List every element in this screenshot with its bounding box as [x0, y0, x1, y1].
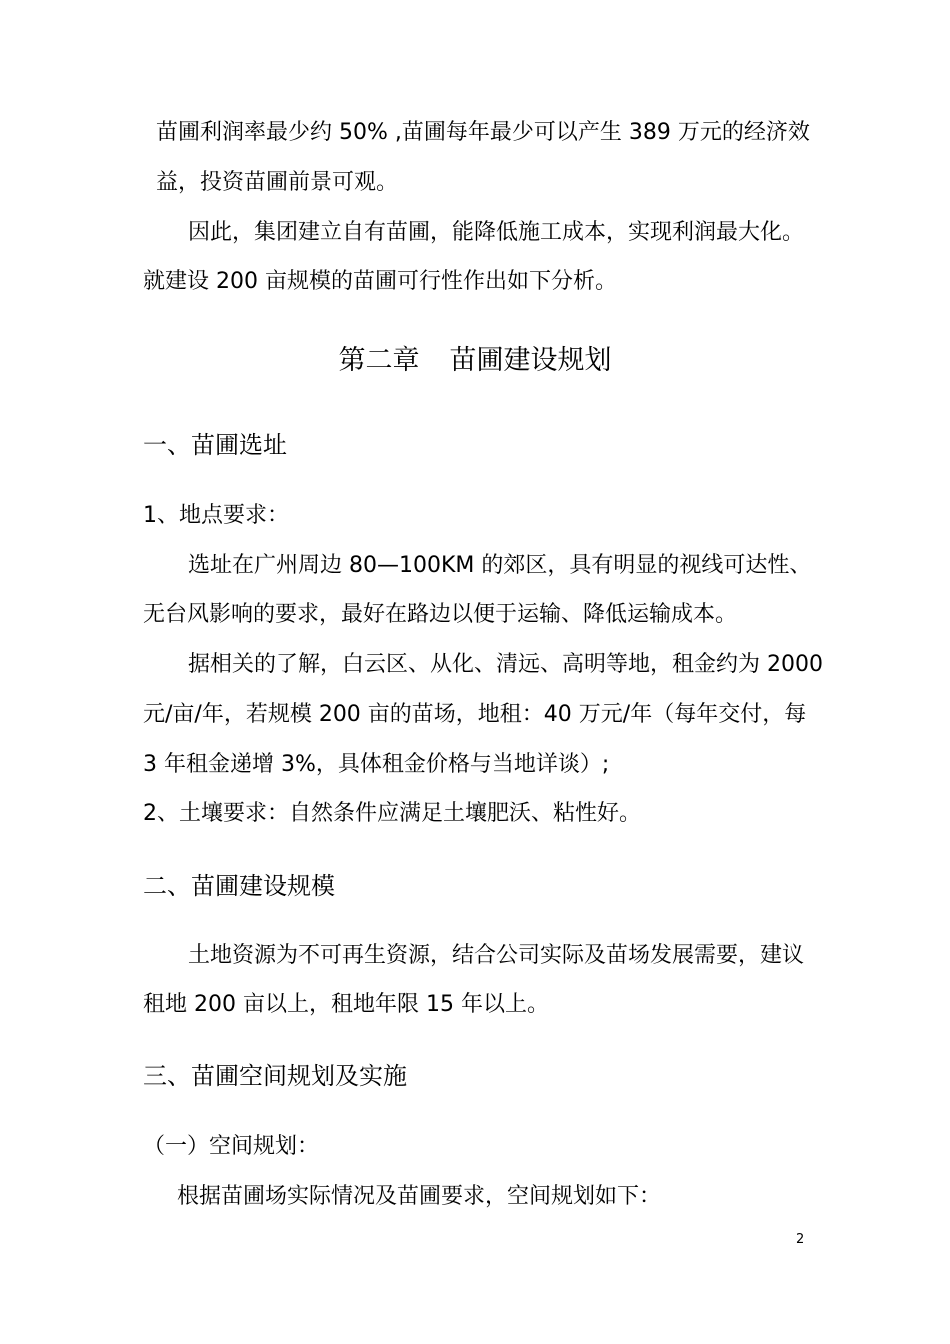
location-para1-line-2: 无台风影响的要求，最好在路边以便于运输、降低运输成本。 [143, 602, 738, 627]
item-soil-requirement: 2、土壤要求：自然条件应满足土壤肥沃、粘性好。 [143, 801, 641, 826]
scale-para-line-1: 土地资源为不可再生资源，结合公司实际及苗场发展需要，建议 [188, 943, 805, 968]
space-planning-para-line-1: 根据苗圃场实际情况及苗圃要求，空间规划如下： [177, 1184, 662, 1209]
scale-para-line-2: 租地 200 亩以上，租地年限 15 年以上。 [143, 992, 549, 1017]
intro-line-2: 益，投资苗圃前景可观。 [156, 170, 399, 195]
chapter-title [0, 344, 950, 378]
item-heading-location: 1、地点要求： [143, 503, 289, 528]
location-para1-line-1: 选址在广州周边 80—100KM 的郊区，具有明显的视线可达性、 [188, 553, 812, 578]
chapter-number: 第二章 [338, 345, 420, 376]
chapter-name: 苗圃建设规划 [449, 345, 612, 376]
therefore-line-1: 因此，集团建立自有苗圃，能降低施工成本，实现利润最大化。 [188, 220, 805, 245]
section-heading-scale: 二、苗圃建设规模 [143, 872, 335, 900]
location-para2-line-2: 元/亩/年，若规模 200 亩的苗场，地租：40 万元/年（每年交付，每 [143, 702, 807, 727]
sub-heading-space-planning: （一）空间规划： [143, 1134, 320, 1159]
section-heading-space-planning: 三、苗圃空间规划及实施 [143, 1062, 407, 1090]
therefore-line-2: 就建设 200 亩规模的苗圃可行性作出如下分析。 [143, 269, 617, 294]
section-heading-site-selection: 一、苗圃选址 [143, 431, 287, 459]
page-number: 2 [796, 1232, 805, 1247]
location-para2-line-1: 据相关的了解，白云区、从化、清远、高明等地，租金约为 2000 [188, 652, 823, 677]
location-para2-line-3: 3 年租金递增 3%，具体租金价格与当地详谈）; [143, 752, 610, 777]
intro-line-1: 苗圃利润率最少约 50% ,苗圃每年最少可以产生 389 万元的经济效 [156, 120, 810, 145]
